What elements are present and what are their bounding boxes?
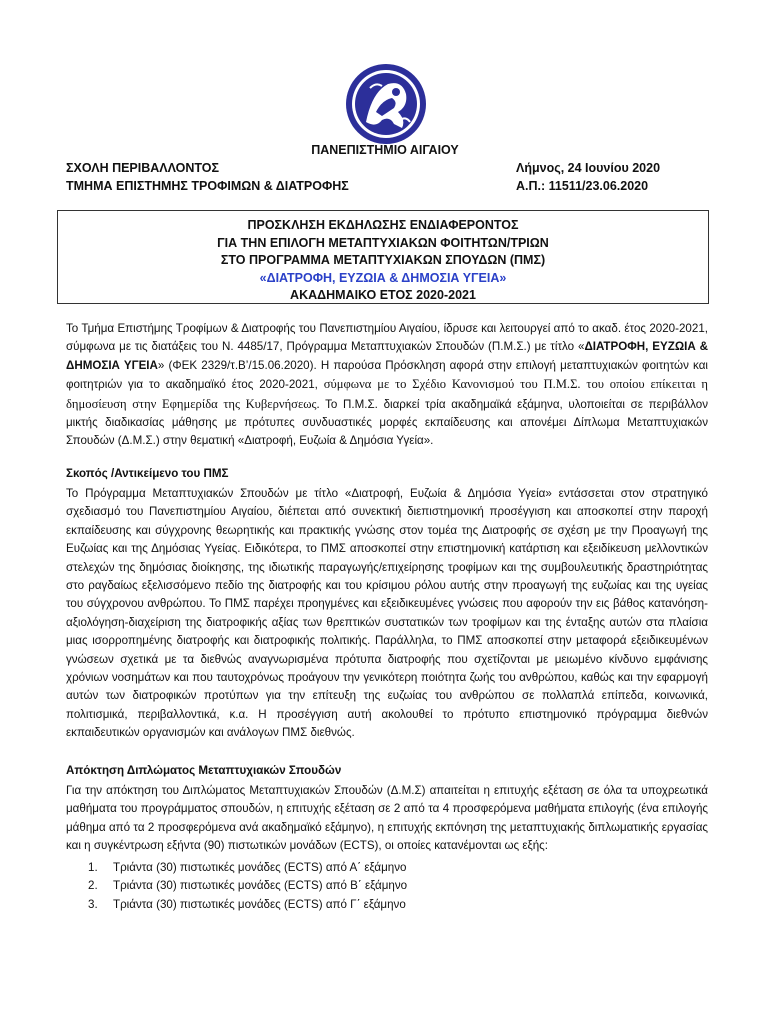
list-item <box>66 859 407 877</box>
title-line: ΣΤΟ ΠΡΟΓΡΑΜΜΑ ΜΕΤΑΠΤΥΧΙΑΚΩΝ ΣΠΟΥΔΩΝ (ΠΜΣ) <box>220 253 546 267</box>
academic-year: ΑΚΑΔΗΜΑΙΚΟ ΕΤΟΣ 2020-2021 <box>290 288 476 302</box>
purpose-paragraph <box>66 485 708 743</box>
intro-text: Το Π.Μ.Σ. διαρκεί τρία ακαδημαϊκά εξάμηνα, υλοποιείται σε περιβάλλον μικτής διαδικασίας μάθησης με πρότυπες συνδυαστικές μορφές εκπαίδευσης και απονέμει Δίπλωμα Μεταπτυχιακών Σπουδών (Δ.Μ.Σ.) στην θεματική «Διατροφή, Ευζωία & Δημόσια Υγεία». <box>66 397 708 448</box>
intro-bold-title: ΔΙΑΤΡΟΦΗ, ΕΥΖΩΙΑ & ΔΗΜΟΣΙΑ ΥΓΕΙΑ <box>66 340 708 372</box>
place-date: Λήμνος, 24 Ιουνίου 2020 <box>516 161 661 175</box>
intro-paragraph <box>66 320 708 451</box>
list-number: 1. <box>88 861 98 874</box>
university-seal-icon <box>336 62 436 146</box>
title-box <box>57 210 709 304</box>
title-line: ΠΡΟΣΚΛΗΣΗ ΕΚΔΗΛΩΣΗΣ ΕΝΔΙΑΦΕΡΟΝΤΟΣ <box>247 218 519 232</box>
diploma-paragraph <box>66 782 708 856</box>
department-name: ΤΜΗΜΑ ΕΠΙΣΤΗΜΗΣ ΤΡΟΦΙΜΩΝ & ΔΙΑΤΡΟΦΗΣ <box>66 179 349 193</box>
list-text: Τριάντα (30) πιστωτικές μονάδες (ECTS) από Γ΄ εξάμηνο <box>113 897 406 911</box>
ects-list <box>66 859 407 914</box>
intro-serif-text: σύμφωνα με το Σχέδιο Κανονισμού του Π.Μ.Σ. του οποίου επίκειται η δημοσίευση στην Εφημερίδα της Κυβερνήσεως. <box>66 377 708 411</box>
diploma-text: Για την απόκτηση του Διπλώματος Μεταπτυχιακών Σπουδών (Δ.Μ.Σ) απαιτείται η επιτυχής εξέταση σε όλα τα υποχρεωτικά μαθήματα του προγράμματος σπουδών, η επιτυχής εξέταση σε 2 από τα 4 προσφερόμενα μαθήματα επιλογής (ένα επιλογής μάθημα από τα 2 προσφερόμενα ανά ακαδημαϊκό εξάμηνο), η επιτυχής εκπόνηση της μεταπτυχιακής διπλωματικής εργασίας και η συγκέντρωση εξήντα (90) πιστωτικών μονάδων (ECTS), οι οποίες κατανέμονται ως εξής: <box>66 784 708 853</box>
program-title: «ΔΙΑΤΡΟΦΗ, ΕΥΖΩΙΑ & ΔΗΜΟΣΙΑ ΥΓΕΙΑ» <box>259 270 507 285</box>
list-text: Τριάντα (30) πιστωτικές μονάδες (ECTS) από Α΄ εξάμηνο <box>113 861 407 874</box>
list-number: 3. <box>88 897 98 911</box>
title-line: ΓΙΑ ΤΗΝ ΕΠΙΛΟΓΗ ΜΕΤΑΠΤΥΧΙΑΚΩΝ ΦΟΙΤΗΤΩΝ/ΤΡΙΩΝ <box>217 235 549 250</box>
intro-text: Το Τμήμα Επιστήμης Τροφίμων & Διατροφής του Πανεπιστημίου Αιγαίου, ίδρυσε και λειτουργεί από το ακαδ. έτος 2020-2021, σύμφωνα με τις διατάξεις του Ν. 4485/17, Πρόγραμμα Μεταπτυχιακών Σπουδών (Π.Μ.Σ.) με τίτλο « <box>66 322 708 354</box>
section-heading-diploma: Απόκτηση Διπλώματος Μεταπτυχιακών Σπουδών <box>66 764 342 777</box>
list-text: Τριάντα (30) πιστωτικές μονάδες (ECTS) από Β΄ εξάμηνο <box>113 879 408 893</box>
list-item <box>66 877 407 895</box>
section-heading-purpose: Σκοπός /Αντικείμενο του ΠΜΣ <box>66 467 229 480</box>
intro-text: » (ΦΕΚ 2329/τ.Β’/15.06.2020). Η παρούσα Πρόσκληση αφορά στην επιλογή μεταπτυχιακών φοιτητών και φοιτητριών για το ακαδημαϊκό έτος 2020-2021, <box>66 358 708 392</box>
school-name: ΣΧΟΛΗ ΠΕΡΙΒΑΛΛΟΝΤΟΣ <box>66 161 220 175</box>
protocol-number: Α.Π.: 11511/23.06.2020 <box>516 179 649 193</box>
list-number: 2. <box>88 879 98 893</box>
university-name: ΠΑΝΕΠΙΣΤΗΜΙΟ ΑΙΓΑΙΟΥ <box>311 143 459 157</box>
list-item <box>66 896 407 914</box>
purpose-text: Το Πρόγραμμα Μεταπτυχιακών Σπουδών με τίτλο «Διατροφή, Ευζωία & Δημόσια Υγεία» εντάσσεται στον στρατηγικό σχεδιασμό του Πανεπιστημίου Αιγαίου, διέπεται από συνεκτική διεπιστημονική προσέγγιση και αποσκοπεί στην παροχή εκπαίδευσης και σύγχρονης θεωρητικής και πρακτικής γνώσης στον τομέα της Διατροφής σε σχέση με την Προαγωγή της Ευζωίας και της Δημόσιας Υγείας. Ειδικότερα, το ΠΜΣ αποσκοπεί στην επιστημονική κατάρτιση και εξειδίκευση μελλοντικών στελεχών της δημόσιας διοίκησης, της ιδιωτικής παραγωγής/επιχείρησης τροφίμων και της συμβουλευτικής δραστηριότητας στο ραγδαίως εξελισσόμενο πεδίο της διατροφής και του κρίσιμου ρόλου αυτής στην προαγωγή της ευζωίας και της υγείας του σύγχρονου ανθρώπου. Το ΠΜΣ παρέχει προηγμένες και εξειδικευμένες γνώσεις που αφορούν την εις βάθος κατανόηση-αξιολόγηση-διαχείριση της διατροφικής αξίας των θρεπτικών συστατικών των τροφίμων και της ένταξης αυτών στα πλαίσια μιας ισορροπημένης διατροφής και διατροφικής πολιτικής. Παράλληλα, το ΠΜΣ αποσκοπεί στην μεταφορά εξειδικευμένων γνώσεων σχετικά με τα διεθνώς αναγνωρισμένα πρότυπα διατροφής που σχετίζονται με μειωμένο κίνδυνο εμφάνισης χρόνιων νοσημάτων και που ταυτοχρόνως προάγουν την γενικότερη ποιότητα ζωής του ανθρώπου, καθώς και την εφαρμογή αυτών των διατροφικών προτύπων για την επίτευξη της ευζωίας του ανθρώπου σε πολλαπλά επίπεδα, κοινωνικά, πολιτισμικά, περιβαλλοντικά, κ.α. Η προσέγγιση αυτή ακολουθεί το πρότυπο επιστημονικό πρόγραμμα διεθνών εκπαιδευτικών οργανισμών και ανάλογων ΠΜΣ διεθνώς. <box>66 487 708 740</box>
